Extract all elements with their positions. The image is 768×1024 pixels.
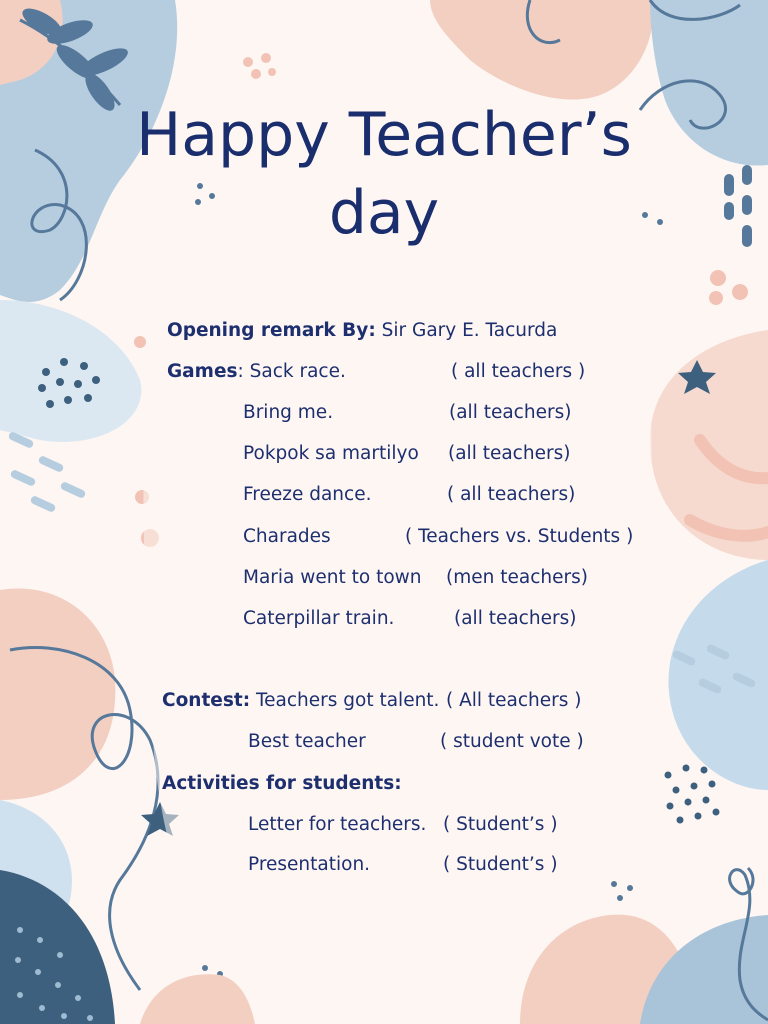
game-name: Freeze dance. [243, 484, 372, 505]
contest-label: Contest: [162, 690, 251, 711]
student-activity-name: Letter for teachers. [248, 814, 427, 835]
game-participants: (all teachers) [448, 443, 571, 464]
title-line-1: Happy Teacher’s [136, 100, 632, 170]
contest-name: Teachers got talent. [250, 690, 440, 711]
games-label: Games [167, 361, 238, 382]
game-name: Maria went to town [243, 567, 422, 588]
contest-name: Best teacher [248, 731, 366, 752]
contest-row-1 [162, 690, 439, 711]
title-line-2: day [328, 178, 440, 248]
game-name: : Sack race. [237, 361, 346, 382]
game-name: Caterpillar train. [243, 608, 395, 629]
student-activity-name: Presentation. [248, 854, 371, 875]
game-participants: ( all teachers) [447, 484, 576, 505]
game-participants: (all teachers) [454, 608, 577, 629]
contest-participants: ( student vote ) [440, 731, 584, 752]
student-activity-participants: ( Student’s ) [443, 854, 558, 875]
student-activities-label: Activities for students: [162, 773, 402, 794]
games-row-1 [167, 361, 346, 382]
game-participants: ( Teachers vs. Students ) [405, 526, 634, 547]
game-name: Pokpok sa martilyo [243, 443, 419, 464]
opening-remark-text: Sir Gary E. Tacurda [375, 320, 558, 341]
opening-remark-row [167, 320, 557, 341]
game-name: Bring me. [243, 402, 334, 423]
opening-remark-label: Opening remark By: [167, 320, 376, 341]
contest-participants: ( All teachers ) [446, 690, 582, 711]
game-participants: ( all teachers ) [451, 361, 586, 382]
student-activity-participants: ( Student’s ) [443, 814, 558, 835]
game-participants: (all teachers) [449, 402, 572, 423]
game-participants: (men teachers) [446, 567, 588, 588]
game-name: Charades [243, 526, 331, 547]
